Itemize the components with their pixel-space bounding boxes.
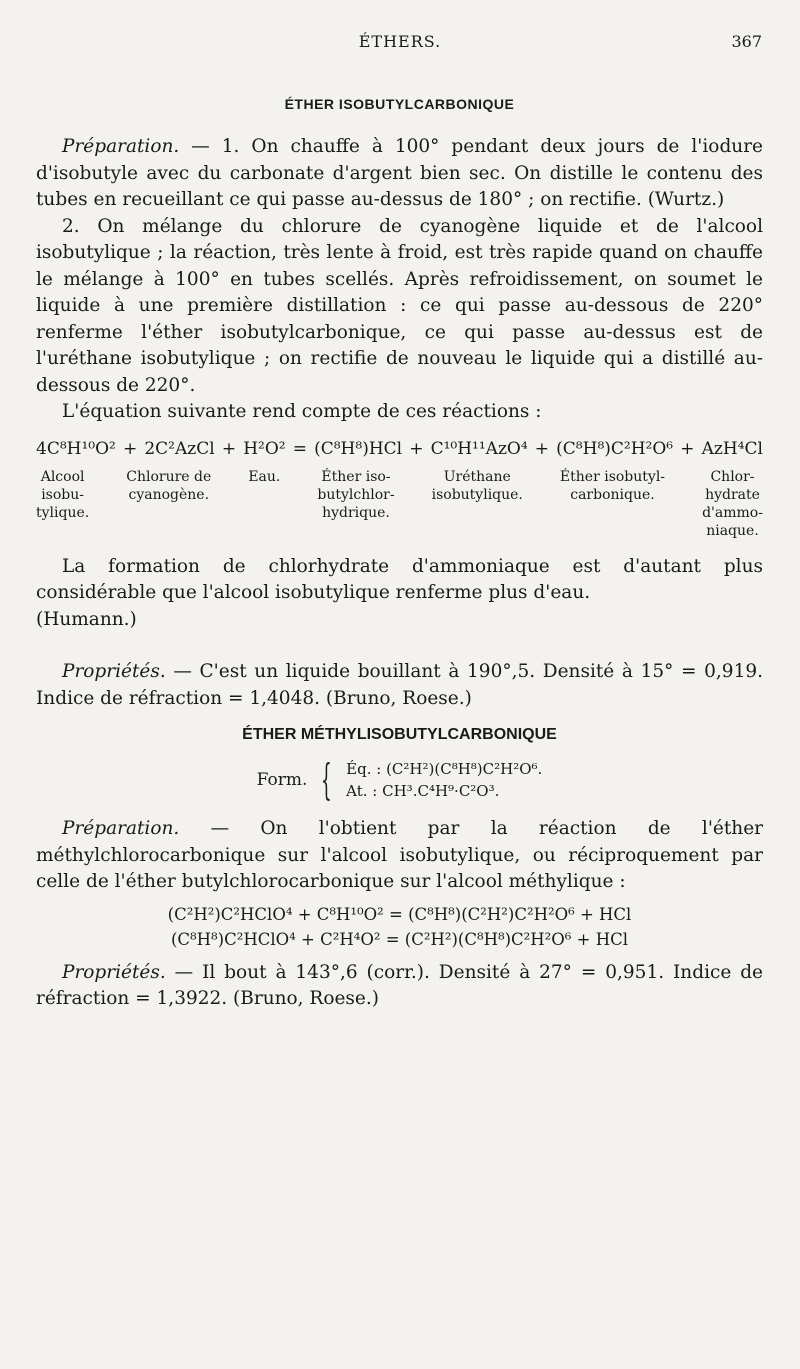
properties-label: Propriétés. [62, 661, 166, 682]
equation-term: 4C⁸H¹⁰O² [36, 438, 116, 459]
properties-text-1: — C'est un liquide bouillant à 190°,5. Densité à 15° = 0,919. Indice de réfraction = 1,4048. (Bruno, Roese.) [36, 661, 763, 709]
equation-term: + [409, 438, 424, 459]
formula-label: Form. [256, 770, 308, 790]
properties-label-2: Propriétés. [62, 961, 166, 983]
properties-paragraph-1 [36, 659, 763, 712]
preparation-paragraph-3 [36, 816, 763, 896]
equation-term: H²O² [243, 438, 286, 459]
after-equation-paragraph: La formation de chlorhydrate d'ammoniaque est d'autant plus considérable que l'alcool isobutylique renferme plus d'eau. [36, 555, 763, 603]
equation-labels [36, 468, 763, 540]
equation-label: Alcool isobu- tylique. [36, 468, 90, 521]
reaction-block [36, 902, 763, 952]
formula-atomic: At. : CH³.C⁴H⁹·C²O³. [346, 782, 500, 800]
equation-term: (C⁸H⁸)HCl [314, 438, 403, 459]
preparation-text-1: — 1. On chauffe à 100° pendant deux jours de l'iodure d'isobutyle avec du carbonate d'argent bien sec. On distille le contenu des tubes en recueillant ce qui passe au-dessus de 180° ; on rectifie. (Wurtz.) [36, 136, 763, 210]
equation-term: (C⁸H⁸)C²H²O⁶ [556, 438, 674, 459]
properties-text-2: — Il bout à 143°,6 (corr.). Densité à 27° = 0,951. Indice de réfraction = 1,3922. (Bruno, Roese.) [36, 961, 763, 1009]
properties-paragraph-2 [36, 960, 763, 1013]
equation-term: = [292, 438, 307, 459]
equation-term: C¹⁰H¹¹AzO⁴ [430, 438, 528, 459]
equation-term: + [221, 438, 237, 459]
page-number: 367 [731, 32, 762, 51]
equation-term: + [534, 438, 550, 459]
equation-label: Uréthane isobutylique. [431, 468, 523, 503]
equation-label: Éther isobutyl- carbonique. [559, 468, 666, 503]
brace-icon: { [321, 755, 333, 804]
equation-term: AzH⁴Cl [701, 438, 763, 459]
formula-equivalent: Éq. : (C²H²)(C⁸H⁸)C²H²O⁶. [346, 760, 543, 778]
equation-term: + [680, 438, 695, 459]
equation-label: Chlor- hydrate d'ammo- niaque. [702, 468, 763, 539]
section-title-methylisobutylcarbonique: ÉTHER MÉTHYLISOBUTYLCARBONIQUE [242, 726, 557, 743]
page-header [0, 30, 800, 60]
running-title: ÉTHERS. [358, 32, 442, 51]
equation-label: Chlorure de cyanogène. [126, 468, 212, 503]
preparation-text-3: — On l'obtient par la réaction de l'éther méthylchlorocarbonique sur l'alcool isobutylique, ou réciproquement par celle de l'éther butylchlorocarbonique sur l'alcool méthylique : [36, 818, 763, 892]
preparation-label: Préparation. [62, 136, 180, 157]
page-body [36, 96, 763, 1013]
preparation-paragraph-2: 2. On mélange du chlorure de cyanogène liquide et de l'alcool isobutylique ; la réaction, très lente à froid, est très rapide quand on chauffe le mélange à 100° en tubes scellés. Après refroidissement, on soumet le liquide à une première distillation : ce qui passe au-dessous de 220° renferme l'éther isobutylcarbonique, ce qui passe au-dessus est de l'uréthane isobutylique ; on rectifie de nouveau le liquide qui a distillé au-dessous de 220°. [36, 215, 763, 396]
preparation-paragraph-1 [36, 134, 763, 214]
reaction-equation [36, 438, 763, 460]
equation-term: + [122, 438, 138, 459]
preparation-label-2: Préparation. [62, 818, 180, 839]
reaction-line-1: (C²H²)C²HClO⁴ + C⁸H¹⁰O² = (C⁸H⁸)(C²H²)C²H²O⁶ + HCl [167, 904, 632, 924]
equation-intro: L'équation suivante rend compte de ces réactions : [62, 401, 542, 422]
equation-label: Éther iso- butylchlor- hydrique. [317, 468, 395, 521]
after-equation-reference: (Humann.) [36, 608, 137, 630]
formula-block [36, 755, 763, 804]
reaction-line-2: (C⁸H⁸)C²HClO⁴ + C²H⁴O² = (C²H²)(C⁸H⁸)C²H²O⁶ + HCl [170, 929, 629, 949]
equation-term: 2C²AzCl [144, 438, 215, 459]
section-title-isobutylcarbonique: ÉTHER ISOBUTYLCARBONIQUE [284, 96, 515, 112]
equation-label: Eau. [248, 468, 281, 485]
